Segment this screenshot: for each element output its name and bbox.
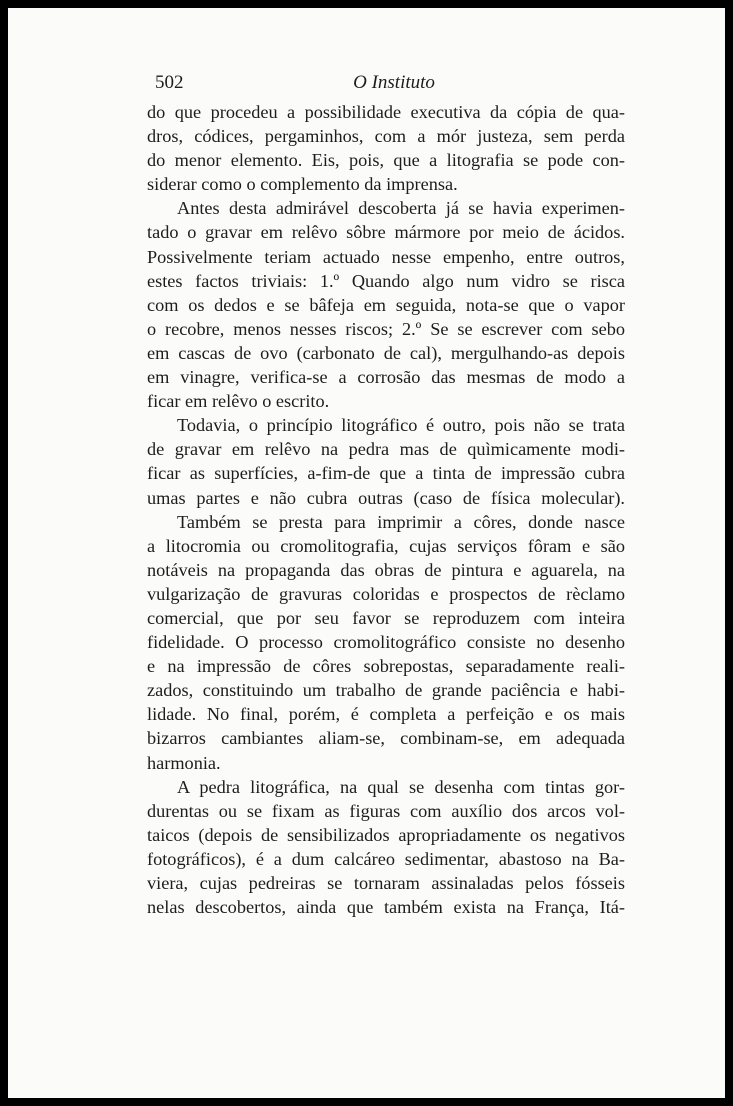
text-line: Possivelmente teriam actuado nesse empenho, entre outros, — [147, 246, 625, 267]
text-line: viera, cujas pedreiras se tornaram assinaladas pelos fósseis — [147, 873, 625, 893]
paragraph-4 — [147, 510, 625, 775]
text-line: o recobre, menos nesses riscos; 2.º Se se escrever com sebo — [147, 318, 625, 339]
running-title: O Instituto — [353, 72, 435, 93]
text-line: tado o gravar em relêvo sôbre mármore por meio de ácidos. — [147, 222, 625, 243]
text-line: ficar as superfícies, a-fim-de que a tinta de impressão cubra — [147, 463, 625, 484]
text-line: harmonia. — [147, 752, 221, 773]
text-line: vulgarização de gravuras coloridas e prospectos de rèclamo — [147, 583, 625, 604]
text-line: e na impressão de côres sobrepostas, separadamente reali- — [147, 656, 625, 677]
text-line: comercial, que por seu favor se reproduzem com inteira — [147, 607, 625, 628]
text-line: do que procedeu a possibilidade executiva da cópia de qua- — [147, 102, 625, 122]
text-line: em cascas de ovo (carbonato de cal), mergulhando-as depois — [147, 342, 625, 363]
text-line: do menor elemento. Eis, pois, que a litografia se pode con- — [147, 150, 625, 171]
paragraph-2 — [147, 196, 625, 413]
text-line: bizarros cambiantes aliam-se, combinam-se, em adequada — [147, 728, 625, 749]
text-line: Antes desta admirável descoberta já se havia experimen- — [177, 198, 625, 219]
text-line: zados, constituindo um trabalho de grande paciência e habi- — [147, 680, 625, 701]
page-number: 502 — [155, 72, 184, 93]
body-text — [147, 100, 625, 919]
page-header — [155, 72, 633, 100]
text-line: de gravar em relêvo na pedra mas de quìmicamente modi- — [147, 439, 625, 460]
text-line: A pedra litográfica, na qual se desenha com tintas gor- — [177, 776, 625, 797]
text-line: estes factos triviais: 1.º Quando algo num vidro se risca — [147, 270, 625, 291]
text-line: ficar em relêvo o escrito. — [147, 391, 330, 412]
text-line: em vinagre, verifica-se a corrosão das mesmas de modo a — [147, 367, 625, 388]
text-line: umas partes e não cubra outras (caso de física molecular). — [147, 487, 625, 508]
text-line: com os dedos e se bâfeja em seguida, nota-se que o vapor — [147, 294, 625, 315]
text-line: Todavia, o princípio litográfico é outro, pois não se trata — [177, 415, 625, 436]
text-line: notáveis na propaganda das obras de pintura e aguarela, na — [147, 559, 625, 580]
text-line: a litocromia ou cromolitografia, cujas serviços fôram e são — [147, 535, 625, 556]
text-line: Também se presta para imprimir a côres, donde nasce — [177, 511, 625, 532]
paragraph-3 — [147, 413, 625, 509]
text-line: lidade. No final, porém, é completa a perfeição e os mais — [147, 704, 625, 725]
text-line: nelas descobertos, ainda que também exista na França, Itá- — [147, 897, 625, 918]
text-line: siderar como o complemento da imprensa. — [147, 174, 458, 195]
text-line: dros, códices, pergaminhos, com a mór justeza, sem perda — [147, 126, 625, 147]
text-line: fidelidade. O processo cromolitográfico consiste no desenho — [147, 632, 625, 653]
text-line: durentas ou se fixam as figuras com auxílio dos arcos vol- — [147, 800, 625, 821]
paragraph-5 — [147, 775, 625, 920]
text-line: taicos (depois de sensibilizados apropriadamente os negativos — [147, 824, 625, 845]
paragraph-1 — [147, 100, 625, 196]
text-line: fotográficos), é a dum calcáreo sedimentar, abastoso na Ba- — [147, 848, 625, 869]
